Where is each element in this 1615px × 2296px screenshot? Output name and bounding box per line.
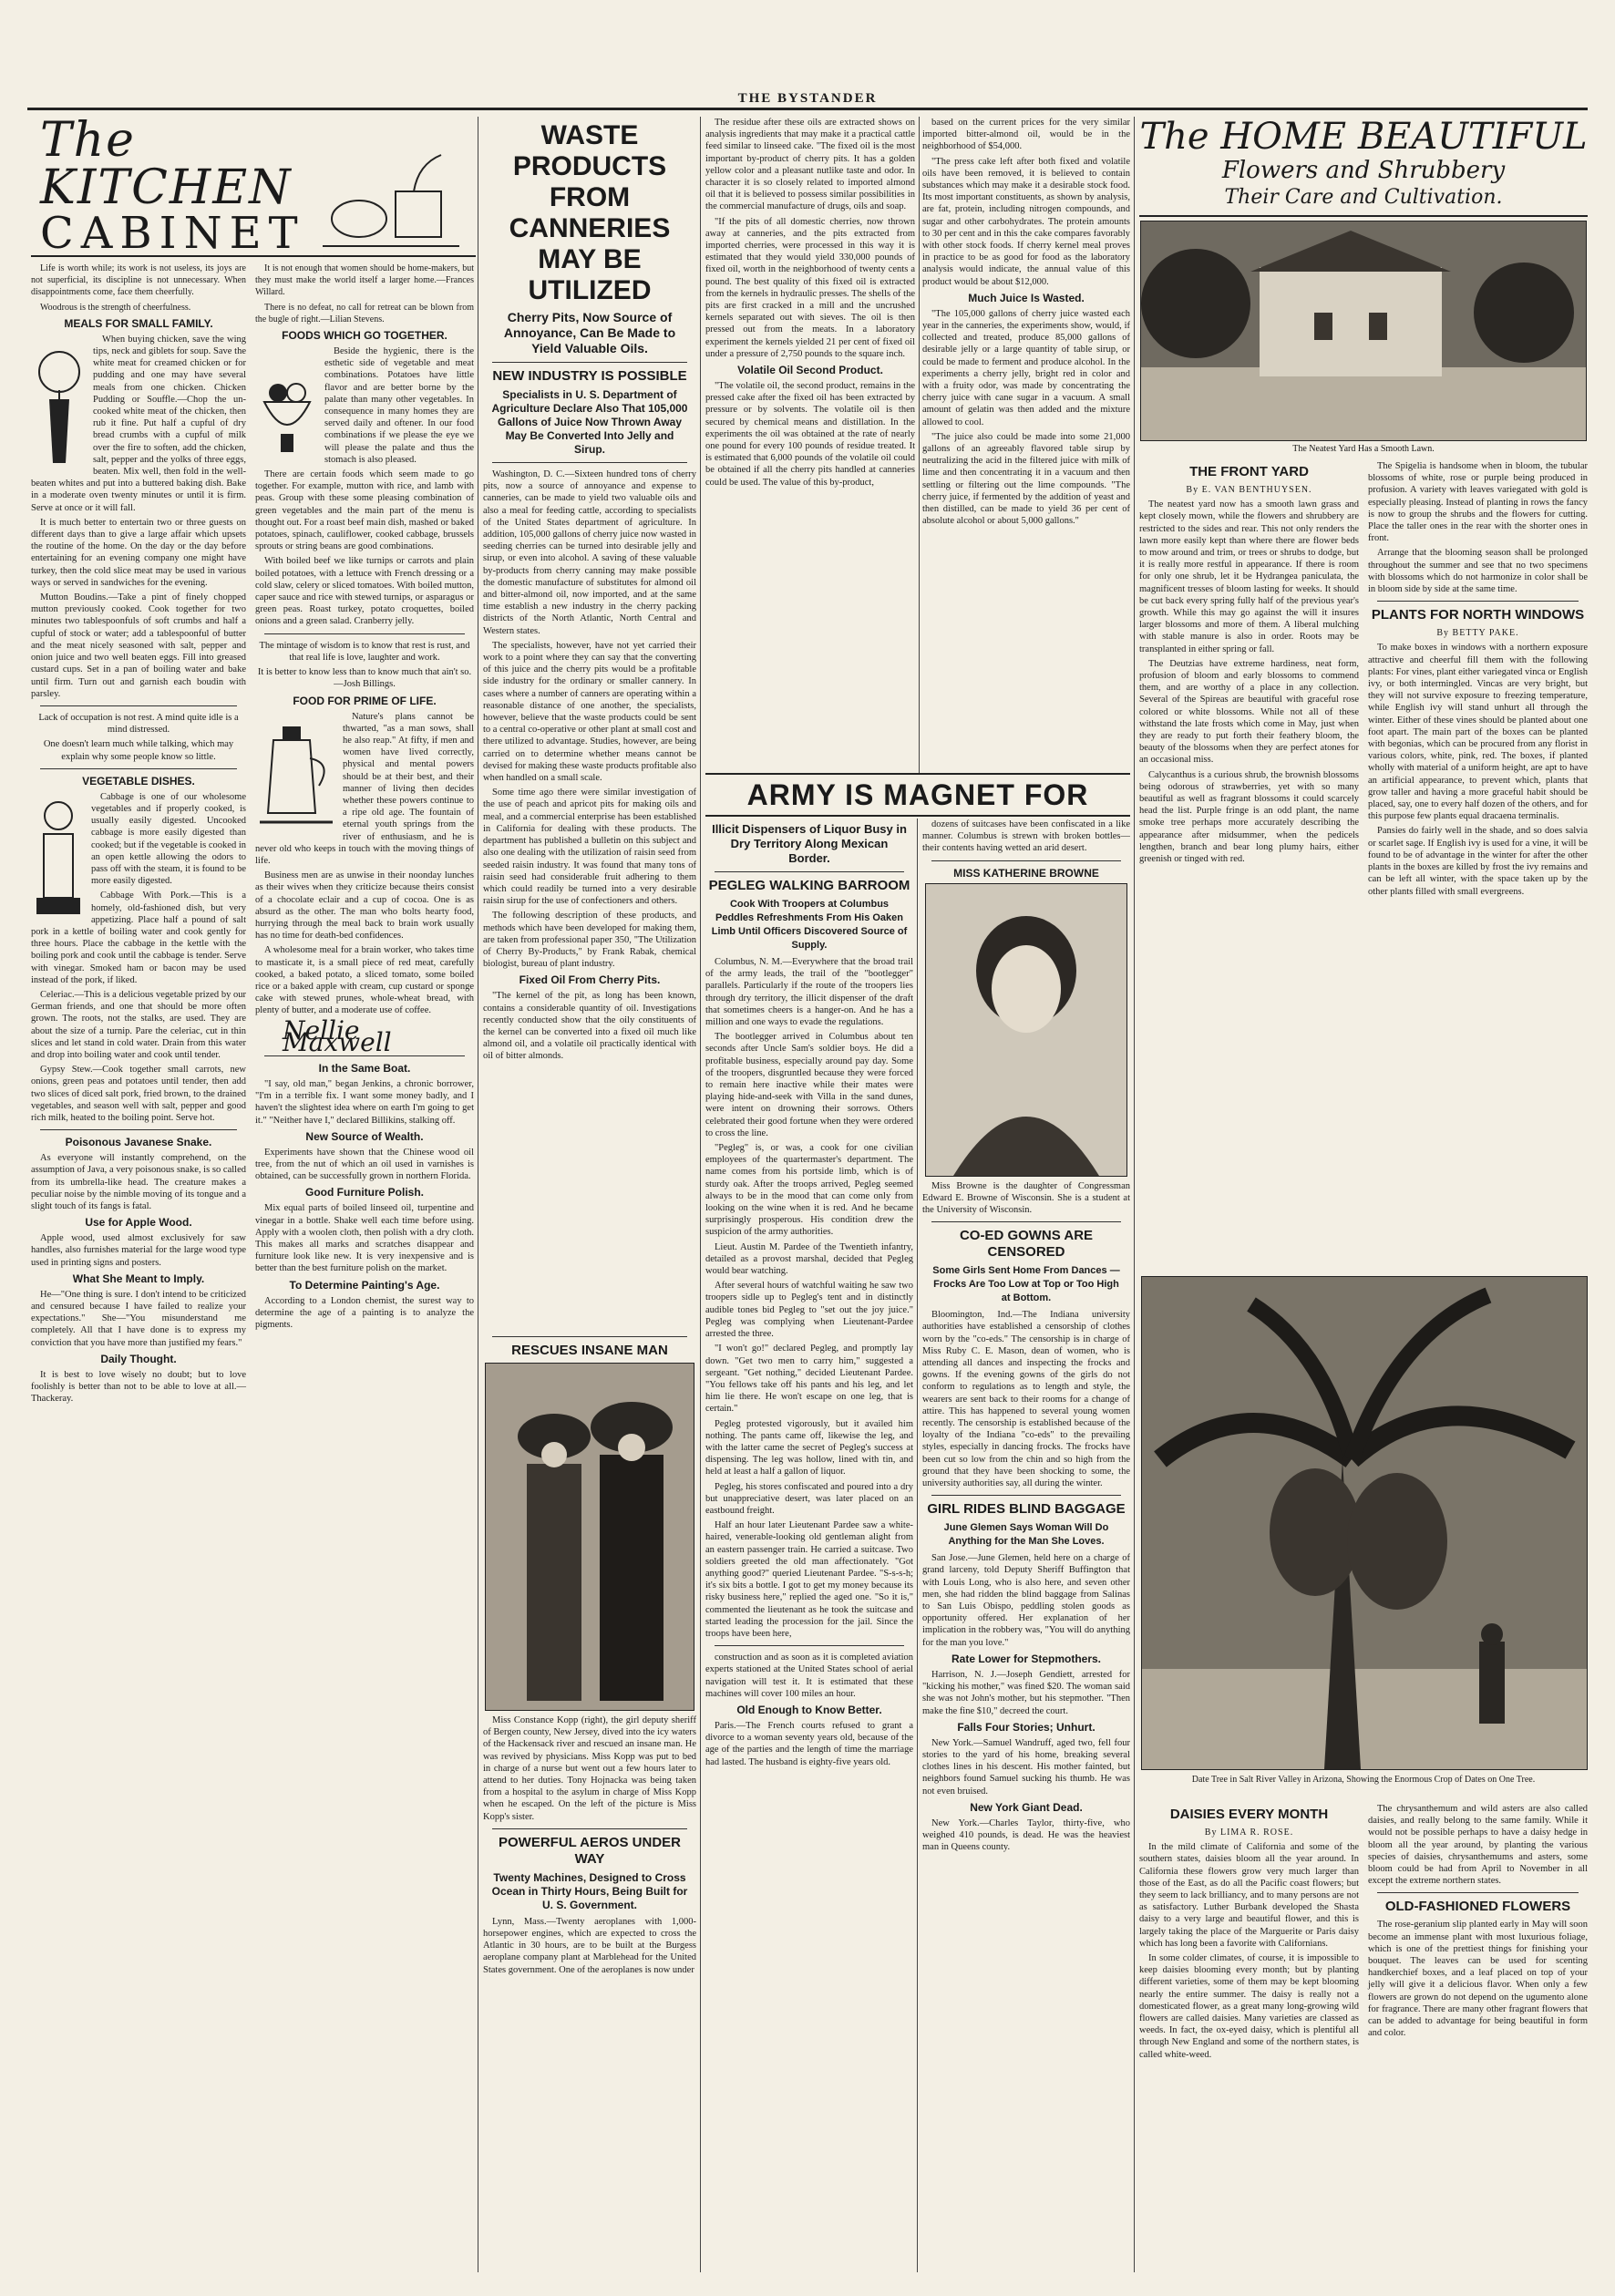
army-text-7: Pegleg protested vigorously, but it availed him nothing. The pants came off, likewise the leg, and with the latter came the secret of Pegleg's success at dispensing. The leg was hollow, lined with tin, and held at least a half a gallon of liquor. — [705, 1418, 913, 1477]
column-rule — [919, 117, 920, 773]
yard-photo — [1140, 221, 1587, 441]
waste-headline: WASTE PRODUCTS FROM CANNERIES MAY BE UTILIZED — [509, 120, 671, 305]
yard-caption: The Neatest Yard Has a Smooth Lawn. — [1292, 444, 1435, 454]
falls-text: New York.—Samuel Wandruff, aged two, fell four stories to the yard of his home, breaking several clothes lines in his descent. His mother fainted, but neighbors found Samuel sucking his thumb. He was not even bruised. — [922, 1737, 1130, 1797]
separator — [931, 1221, 1121, 1222]
home-title: The HOME BEAUTIFUL — [1139, 117, 1588, 158]
separator — [1377, 1892, 1579, 1893]
mutton-text: Mutton Boudins.—Take a pint of finely chopped mutton previously cooked. Cook together for two minutes two tablespoonfuls of soft crumbs and half a cupful of stock or water; add a tablespoonful of butter and the meat nicely seasoned with salt, pepper and onion juice and two well beaten eggs. Fill into greased custard cups. Set in a pan of boiling water and bake until firm. Turn out and garnish each boudin with parsley. — [31, 592, 246, 699]
separator — [492, 362, 687, 363]
waste-text-2: The specialists, however, have not yet carried their work to a point where they can say that the converting of this juice and the cherry pits would be a profitable side industry for the ordinary or smaller cannery. In cases where a number of canners are operating within a reasonable distance of one another, the specialists, however, believe that the waste products could be sent to a central co-operative or other plant at small cost and there utilized to advantage. Studies, however, are being carried on to determine whether means cannot be devised for making these waste products profitable also when handled on a small scale. — [483, 640, 696, 784]
separator — [931, 1495, 1121, 1496]
foods-text: Beside the hygienic, there is the esthetic side of vegetable and meat combinations. Potatoes have little flavor and are better borne by the palate than many other vegetables. In consequence in many homes they are served daily and oftener. In our food combinations if we please the eye we will please the palate and thus the stomach is also pleased. — [324, 346, 474, 465]
residue-column-left — [705, 117, 915, 773]
meals-text-2: It is much better to entertain two or three guests on different days than to give a large affair which upsets the routine of the home. On the day or the day before entertaining for an evening company one might have turkey, then the cold slice meat may be used in various ways or served in sandwiches for the evening. — [31, 517, 246, 588]
waste-deck: Cherry Pits, Now Source of Annoyance, Can Be Made to Yield Valuable Oils. — [503, 310, 676, 355]
prime-text: Nature's plans cannot be thwarted, "as a man sows, shall he also reap." At fifty, if men and women have lived correctly, physical and mental powers should be at their best, and their manner of living then decides whether these powers continue to a ripe old age. The fountain of eternal youth springs from the river of enthusiasm, and he is never old who keeps in touch with the moving things of life. — [255, 711, 474, 866]
top-rule — [27, 108, 1588, 110]
new-industry-heading: NEW INDUSTRY IS POSSIBLE — [492, 368, 687, 384]
meals-text: When buying chicken, save the wing tips, neck and giblets for soup. Save the white meat for creamed chicken or for pudding and one may have several meals from one chicken. Chicken Pudding or Souffle.—Chop the un-cooked white meat of the chicken, then rub it fine. Put half a cupful of dry bread crumbs with a cupful of milk over the fire to soften, add the chicken, salt, pepper and the yolks of three eggs, beaten. Mix well, then fold in the well-beaten whites and put into a buttered baking dish. Bake in a moderate oven twenty minutes or until it is firm. Serve at once or it will fall. — [31, 334, 246, 513]
vegetable-text: Cabbage is one of our wholesome vegetables and if properly cooked, is usually easily digested. Uncooked cabbage is more easily digested than cooked; but if the vegetable is cooked in an open kettle allowing the odors to pass off with the steam, it is found to be more easily digested. — [91, 791, 246, 887]
column-rule — [1134, 117, 1135, 2272]
daisies-text-2: In some colder climates, of course, it is impossible to keep daisies blooming every month; but by planting different varieties, some of them may be kept blooming nearly the entire summer. The daisy is really not a domesticated flower, as a great many long-growing wild flowers are called daisies. Many varieties are classed as weeds. In fact, the ox-eyed daisy, which is plentiful all through New England and some of the northern states, is called white-weed. — [1139, 1953, 1359, 2060]
browne-column — [922, 819, 1130, 2272]
front-yard-heading: THE FRONT YARD — [1189, 464, 1309, 479]
new-industry-deck: Specialists in U. S. Department of Agriculture Declare Also That 105,000 Gallons of Juice Now Thrown Away May Be Converted Into Jelly and Sirup. — [491, 388, 688, 456]
army-text-2: The bootlegger arrived in Columbus about ten seconds after Uncle Sam's soldier boys. He did a profitable business, especially around pay day. Some of the troopers, disgruntled because they were forced to remain here inactive while their mates were playing hide-and-seek with Villa in the sand dunes, were intent on drowning their sorrows. Others celebrated their good fortune when they were ordered to cross the line. — [705, 1032, 913, 1138]
home-left-subcolumn — [1139, 460, 1359, 901]
geranium-heading: OLD-FASHIONED FLOWERS — [1384, 1899, 1571, 1915]
poison-heading: Poisonous Javanese Snake. — [65, 1136, 212, 1149]
column-rule — [917, 819, 918, 2272]
home-right-subcolumn — [1368, 460, 1588, 901]
boat-text: "I say, old man," began Jenkins, a chronic borrower, "I'm in a terrible fix. I want some money badly, and I haven't the slightest idea where on earth I'm going to get it." "Neither have I," declared Billikins, stalking off. — [255, 1078, 474, 1126]
old-heading: Old Enough to Know Better. — [736, 1703, 882, 1716]
vegetable-heading: VEGETABLE DISHES. — [82, 774, 195, 788]
windows-text: To make boxes in windows with a northern exposure attractive and cheerful fill them with the following plants: For vines, plant either variegated vinca or English ivy, or both intermingled. Vincas are very bright, but they will not survive exposure to freezing temperature, while English ivy will stand unhurt all through the winter. Either of these vines should be planted about one foot apart. The main part of the boxes can be planted with begonias, which can be procured from any florist in various colors, white, pink, red. The boxes, if planted wholly with material of a uniform height, are apt to have an artificial appearance, to prevent which, plants that grow taller and having a more graceful habit should be placed, say, one to every half dozen of the others, and for this purpose few plants equal dracaena terminalis. — [1368, 643, 1588, 822]
flower-vase-icon — [31, 335, 87, 472]
army-text-9: Half an hour later Lieutenant Pardee saw a white-haired, venerable-looking old gentleman alight from an eastern passenger train. He carried a suitcase. Two soldiers greeted the old man affectionately. "Got anything good?" queried Lieutenant Pardee. "S-s-s-h; it's six bits a bottle. I got to get my money because its risky business here," replied the aged one. "So it is," commented the lieutenant as he took the suitcase and started leading the procession for the jail. Since the troops have been here, — [705, 1520, 913, 1639]
aeros-deck: Twenty Machines, Designed to Cross Ocean in Thirty Hours, Being Built for U. S. Government. — [491, 1870, 688, 1911]
quote-lack: Lack of occupation is not rest. A mind quite idle is a mind distressed. — [38, 712, 239, 736]
separator — [40, 1129, 237, 1130]
army-text-1: Columbus, N. M.—Everywhere that the broad trail of the army leads, the trail of the "bootlegger" parallels. Particularly if the route of the troopers lies through dry territory, the illicit dispenser of the draft that sometimes cheers is a hanger-on. And he has a million and one ways to evade the regulations. — [705, 957, 913, 1028]
browne-caption: Miss Browne is the daughter of Congressman Edward E. Browne of Wisconsin. She is a student at the University of Wisconsin. — [922, 1180, 1130, 1216]
front-text-4: The Spigelia is handsome when in bloom, the tubular blossoms of white, rose or purple being produced in profusion. A variety with leaves variegated with gold is especially pleasing. Instead of planting in rows the fancy is now to group the shrubs and the flowers for cutting. Place the taller ones in the rear with the shorter ones in front. — [1368, 461, 1588, 544]
separator — [715, 1645, 904, 1646]
daisies-heading: DAISIES EVERY MONTH — [1169, 1807, 1329, 1822]
column-rule — [700, 117, 701, 2272]
home-subtitle: Flowers and Shrubbery — [1221, 157, 1506, 184]
daisies-left — [1139, 1803, 1359, 2064]
browne-portrait — [925, 883, 1127, 1177]
date-tree-caption: Date Tree in Salt River Valley in Arizona, Showing the Enormous Crop of Dates on One Tree. — [1191, 1775, 1536, 1785]
prime-text-3: A wholesome meal for a brain worker, who takes time to masticate it, is a small piece of red meat, carefully cooked, a baked potato, a sliced tomato, some boiled rice or a baked apple with cream, cup custard or sponge cake with stewed prunes, whole-wheat bread, with plenty of butter, and a moderate use of coffee. — [255, 945, 474, 1016]
polish-text: Mix equal parts of boiled linseed oil, turpentine and vinegar in a bottle. Shake well each time before using. Apply with a woolen cloth, then polish with a dry cloth. This makes all marks and scratches disappear and furniture look like new. It is very inexpensive and is better than the best furniture polish on the market. — [255, 1203, 474, 1274]
blind-text: San Jose.—June Glemen, held here on a charge of grand larceny, told Deputy Sheriff Buffington that with Louis Long, who is also here, and seven other men, she had ridden the blind baggage from Salinas to San Luis Obispo, peddling stolen goods as opportunity offered. Her explanation of her implication in the robbery was, "You will do anything for the man you love." — [922, 1553, 1130, 1648]
front-text-2: The Deutzias have extreme hardiness, neat form, profusion of bloom and early blossoms to commend them, and are worthy of a place in any collection. Several of the Spireas are beautiful with graceful rose colored or white blossoms. While not all of these withstand the late frosts which come in May, just when they are ready to put forth their feathery bloom, the beauty of the blossoms when they are perfect atones for an occasional miss. — [1139, 658, 1359, 766]
army-text-3: "Pegleg" is, or was, a cook for one civilian employees of the quartermaster's department. The name comes from his portside limb, which is of sturdy oak. After the troops arrived, Pegleg seemed always to be in the mood that can come only from looking on the wine when it is red. And he became surprisingly prosperous. His condition drew the suspicion of the army authorities. — [705, 1143, 913, 1238]
aeros-continued: construction and as soon as it is completed aviation experts stationed at the United States school of aerial navigation will test it. It is estimated that these machines will cover 100 miles an hour. — [705, 1653, 913, 1699]
juice-heading: Much Juice Is Wasted. — [968, 291, 1085, 304]
giant-text: New York.—Charles Taylor, thirty-five, who weighed 410 pounds, is dead. He was the heaviest man in Queens county. — [922, 1817, 1130, 1853]
age-heading: To Determine Painting's Age. — [289, 1278, 440, 1292]
kitchen-title-bottom: CABINET — [40, 208, 305, 259]
intro-right: It is not enough that women should be home-makers, but they must make the world itself a larger home.—Frances Willard. — [255, 263, 474, 298]
daisies-byline: By LIMA R. ROSE. — [1204, 1828, 1294, 1838]
separator — [492, 462, 687, 463]
rescues-section — [483, 1331, 696, 2270]
rescues-caption: Miss Constance Kopp (right), the girl deputy sheriff of Bergen county, New Jersey, dived into the icy waters of the Hackensack river and rescued an insane man. He was revived by physicians. Miss Kopp was put to bed in charge of a nurse but went out a few hours later to attend to her duties. Tony Hojnacka was being taken from a hospital to the asylum in charge of Miss Kopp when he escaped. On the left of the picture is Miss Kopp's sister. — [483, 1715, 696, 1822]
poison-text: As everyone will instantly comprehend, on the assumption of Java, a very poisonous snake, is so called from its umbrella-like head. The creature makes a peculiar noise by the nimble moving of its tongue and a slight touch of its fangs is fatal. — [31, 1153, 246, 1212]
old-text: Paris.—The French courts refused to grant a divorce to a woman seventy years old, because of the age of the parties and the length of time the marriage had lasted. The husband is eighty-five years old. — [705, 1720, 913, 1767]
coed-text: Bloomington, Ind.—The Indiana university authorities have established a censorship of clothes worn by the "co-eds." The censorship is in charge of Miss Ruby C. E. Mason, dean of women, who is attending all dances and inspecting the frocks and gowns. If the evening gowns of the girls do not conform to regulations as to length and style, the wearers are sent back to their rooms for a change of attire. This has happened to several young women recently. The censorship is established because of the loyalty of the Indiana "co-eds" to the prevailing styles, especially in dancing frocks. The frocks have been cut so low from the chin and so high from the ground that they have been shocking to some, the university authorities say, all during the winter. — [922, 1310, 1130, 1489]
separator — [931, 860, 1121, 861]
wealth-heading: New Source of Wealth. — [305, 1129, 424, 1143]
browne-heading: MISS KATHERINE BROWNE — [953, 866, 1099, 880]
aeros-text: Lynn, Mass.—Twenty aeroplanes with 1,000-horsepower engines, which are expected to cross the Atlantic in 30 hours, are to be built at the Burgess aeroplane company plant at Marblehead for the United States government. One of the aeroplanes is now under — [483, 1916, 696, 1975]
meals-heading: MEALS FOR SMALL FAMILY. — [64, 316, 213, 330]
aeros-heading: POWERFUL AEROS UNDER WAY — [498, 1834, 681, 1867]
front-yard-byline: By E. VAN BENTHUYSEN. — [1186, 485, 1312, 495]
daisies-section — [1139, 1803, 1588, 2272]
falls-heading: Falls Four Stories; Unhurt. — [957, 1720, 1096, 1734]
cabbage-text: Cabbage With Pork.—This is a homely, old-fashioned dish, but very appetizing. Place half a pound of salt pork in a kettle of boiling water and cook gently for three hours. Place the cabbage in the kettle with the boiling pork and cook until the cabbage is tender. Serve with vinegar. Smoked ham or bacon may be used instead of the pork, if liked. — [31, 891, 246, 985]
volatile-heading: Volatile Oil Second Product. — [737, 364, 883, 377]
pegleg-heading: PEGLEG WALKING BARROOM — [708, 878, 910, 893]
date-tree-photo — [1141, 1276, 1588, 1770]
front-text-5: Arrange that the blooming season shall be prolonged throughout the summer and see that no two specimens with blossoms which do not harmonize in color shall be in bloom side by side at the same time. — [1368, 548, 1588, 595]
windows-text-2: Pansies do fairly well in the shade, and so does salvia or scarlet sage. If English ivy is used for a vine, it will be found to be of advantage in the winter for after the other plants in the boxes are killed by frost the ivy remains and can be left all winter, with the space taken up by the other plants filled with small evergreens. — [1368, 826, 1588, 897]
residue-text-6: "The 105,000 gallons of cherry juice wasted each year in the canneries, the experiments show, would, if collected and treated, produce 85,000 gallons of desirable jelly or a large quantity of table sirup, or could be made to ferment and produce alcohol. In the experiments a cherry jelly, bright red in color and with a fruity odor, was made by concentrating the cherry juice with cane sugar in a vacuum. A small amount of gelatin was then added and the mixture allowed to cool. — [922, 308, 1130, 427]
rate-text: Harrison, N. J.—Joseph Gendiett, arrested for "kicking his mother," was fined $20. The woman said she was not John's mother, but his stepmother. "Then make the fine $10," decreed the court. — [922, 1669, 1130, 1716]
kitchen-title-top: The KITCHEN — [40, 117, 293, 215]
waste-text-5: "The kernel of the pit, as long has been known, contains a considerable quantity of oil. Investigations recently conducted show that the oily constituents of the kernel can be converted into a fixed oil much like almond oil, and a volatile oil practically identical with oil of bitter almonds. — [483, 991, 696, 1062]
pegleg-deck: Cook With Troopers at Columbus Peddles Refreshments From His Oaken Limb Until Officers Discovered Source of Supply. — [711, 899, 908, 951]
kitchen-right-subcolumn — [255, 263, 474, 1407]
giant-heading: New York Giant Dead. — [970, 1800, 1083, 1814]
coed-heading: CO-ED GOWNS ARE CENSORED — [959, 1228, 1094, 1261]
celeriac-text: Celeriac.—This is a delicious vegetable prized by our German friends, and one that should be more often grown. The roots, not the stalks, are used. They are about the size of a turnip. Pare the celeriac, cut in thin slices and let stand in cold water. Drain from this water and drop into boiling water and cook until tender. — [31, 989, 246, 1060]
prime-heading: FOOD FOR PRIME OF LIFE. — [293, 694, 437, 707]
kitchen-cabinet-section — [31, 117, 476, 2272]
daisies-text: In the mild climate of California and some of the southern states, daisies bloom all the year around. In California these flowers grow very much larger than those of the East, as do all the Pacific coast flowers; but they seem to lack brilliancy, and to many persons are not as satisfactory. Luther Burbank developed the Shasta daisy to a very large and beautiful flower, and this is largely taking the place of the Marguerite or Paris daisy which has long been a favorite with Californians. — [1139, 1842, 1359, 1949]
masthead: THE BYSTANDER — [737, 91, 878, 106]
waste-text-1: Washington, D. C.—Sixteen hundred tons of cherry pits, now a source of annoyance and expense to canneries, can be made to yield two valuable oils and also a meal for feeding cattle, according to specialists of the United States department of agriculture. In addition, 105,000 gallons of cherry juice now wasted in seeding cherries can be turned into desirable jelly and sirup, or even into alcohol. A saving of these valuable by-products from cherry canning may make possible the domestic manufacture of substitutes for almond oil and bitter-almond oil, now imported, and at the same time establish a new industry in the cherry packing districts of the North Atlantic, North Central and Western states. — [483, 469, 696, 636]
blind-deck: June Glemen Says Woman Will Do Anything for the Man She Loves. — [943, 1522, 1109, 1548]
boat-heading: In the Same Boat. — [318, 1061, 411, 1075]
residue-column-right — [922, 117, 1130, 773]
front-text: The neatest yard now has a smooth lawn grass and kept closely mown, while the flowers and shrubbery are restricted to the sides and rear. This not only renders the lawn more easily kept than where there are flower beds to mow around and trim, or trees or shrubs to dodge, but it is really more restful in appearance. If there is room for only one shrub, let it be Hydrangea paniculata, the magnificent tresses of bloom lasting for weeks. It should be cut back every spring fully half of the previous year's growth. While this may go against the will it insures larger blossoms and more of them. A liberal mulching with stable manure is also in order. Roots may be transplanted in either spring or fall. — [1139, 499, 1359, 654]
quote-learn: One doesn't learn much while talking, which may explain why some people know so little. — [43, 739, 234, 762]
apple-text: Apple wood, used almost exclusively for saw handles, also furnishes material for the large wood type used in printing signs and posters. — [31, 1233, 246, 1268]
daily-text: It is best to love wisely no doubt; but to love foolishly is better than not to be able to love at all.—Thackeray. — [31, 1369, 246, 1405]
waste-text-4: The following description of these products, and methods which have been developed for making them, are taken from professional paper 350, "The Utilization of Cherry By-Products," by Frank Rabak, chemical biologist, bureau of plant industry. — [483, 911, 696, 970]
residue-text-2: "If the pits of all domestic cherries, now thrown away at canneries, and the pits extracted from imported cherries, were processed in this way it is estimated that they would yield 330,000 pounds of fixed oil, worth in the neighborhood of twenty cents a pound. The best quality of this fixed oil is extracted from the kernels in hydraulic presses. The shells of the pits are first cracked in a mill and the uncrushed kernels separated out with sieves. The oil is then pressed out from the meats. In a laboratory experiment the kernels yielded 21 per cent of fixed oil under a pressure of 2,750 pounds to the square inch. — [705, 216, 915, 359]
signature: Nellie Maxwell — [283, 1014, 392, 1057]
foods-heading: FOODS WHICH GO TOGETHER. — [282, 329, 447, 343]
waste-text-3: Some time ago there were similar investigation of the use of peach and apricot pits for making oils and meal, and a commercial enterprise has been established in California for dealing with these products. The department has published a bulletin on this subject and also one dealing with the utilization of raisin seed from seeded raisin industry. It was found that many tons of raisin seed had considerable fruit adhering to them which could readily be turned into a very desirable raisin sirup for the use of confectioners and others. — [483, 788, 696, 907]
prime-text-2: Business men are as unwise in their noonday lunches as their wives when they criticize because theirs consist of a chocolate eclair and a cup of cocoa. One is as absurd as the other. The man who bolts hearty food, hurrying through the meal back to brain work usually has no time for death-bed confidences. — [255, 870, 474, 942]
fixed-oil-heading: Fixed Oil From Cherry Pits. — [519, 973, 661, 987]
separator — [492, 1828, 687, 1829]
coed-deck: Some Girls Sent Home From Dances —Frocks Are Too Low at Top or Too High at Bottom. — [932, 1265, 1120, 1304]
rate-heading: Rate Lower for Stepmothers. — [951, 1652, 1102, 1665]
quote-better: It is better to know less than to know much that ain't so.—Josh Billings. — [257, 667, 472, 690]
separator — [492, 1336, 687, 1337]
chef-icon — [31, 793, 86, 921]
army-banner: ARMY IS MAGNET FOR — [705, 773, 1130, 817]
geranium-text: The rose-geranium slip planted early in May will soon become an immense plant with most luxurious foliage, which is one of the prettiest things for finishing your bouquet. The leaves can be used for scenting handkerchief boxes, and a leaf placed on top of your jelly will give it a delicious flavor. When only a few flowers are grown do not depend on the ugumento alone for fragrance. There are many other fragrant flowers that can be added to advantage for being beautiful in form and color. — [1368, 1920, 1588, 2039]
residue-text-4: based on the current prices for the very similar imported bitter-almond oil, would be in the neighborhood of $54,000. — [922, 118, 1130, 152]
kitchen-utensils-illustration — [304, 128, 468, 255]
separator — [264, 633, 465, 634]
kitchen-left-subcolumn — [31, 263, 246, 1407]
army-text-5: After several hours of watchful waiting he saw two troopers sidle up to Pegleg's tent and in distinctly audible tones bid Pegleg to "set out the joy juice." Pegleg was complying when Lieutenant-Pardee arrested the three. — [705, 1281, 913, 1340]
rescues-heading: RESCUES INSANE MAN — [511, 1343, 668, 1358]
polish-heading: Good Furniture Polish. — [305, 1186, 424, 1199]
army-column — [705, 819, 913, 2272]
intro-right-2: There is no defeat, no call for retreat can be blown from the bugle of right.—Lilian Stevens. — [255, 302, 474, 324]
windows-byline: By BETTY PAKE. — [1436, 628, 1519, 639]
apple-heading: Use for Apple Wood. — [85, 1216, 192, 1230]
windows-heading: PLANTS FOR NORTH WINDOWS — [1371, 607, 1585, 623]
army-text-8: Pegleg, his stores confiscated and poured into a dry but unappreciative desert, was later placed on an eastbound freight. — [705, 1481, 913, 1516]
army-text-6: "I won't go!" declared Pegleg, and promptly lay down. "Get two men to carry him," suggested a sergeant. "Get nothing," decided Lieutenant Pardee. "You fellows take off his pants and his leg, and let him lie there. He won't escape on one leg, that is certain." — [705, 1344, 913, 1415]
residue-text-7: "The juice also could be made into some 21,000 gallons of an agreeably flavored table sirup by neutralizing the acid in the filtered juice with milk of lime and then concentrating it in a vacuum and then settling or filtering out the lime compounds. "The cherry juice, if fermented by the addition of yeast and then distilled, can be made to yield 36 per cent of absolute alcohol or about 5,000 gallons." — [922, 431, 1130, 527]
gypsy-text: Gypsy Stew.—Cook together small carrots, new onions, green peas and potatoes until tender, then add two slices of diced salt pork, fried brown, to the drained vegetables, and season well with salt, pepper and good rich milk, heated to the boiling point. Serve hot. — [31, 1065, 246, 1123]
front-text-3: Calycanthus is a curious shrub, the brownish blossoms being odorous of strawberries, yet with so many beautiful as well as fragrant blossoms it could scarcely head the list. Purple fringe is an odd plant, the name smoke tree perhaps more accurately describing the appearance after midsummer, when the pedicels lengthen, branch and bear long plumy hairs, either greenish or tinged with red. — [1139, 769, 1359, 865]
foods-text-3: With boiled beef we like turnips or carrots and plain boiled potatoes, with a lettuce with French dressing or a cold slaw, celery or sliced tomatoes. With boiled mutton, caper sauce and rice with stewed turnips, or asparagus or green peas. Roast turkey, potato croquettes, boiled onions and a green salad. Cranberry jelly. — [255, 556, 474, 627]
foods-text-2: There are certain foods which seem made to go together. For example, mutton with rice, and lamb with peas. Group with these some pleasing combination of green vegetables and the main part of the menu is thought out. For a roast beef main dish, mashed or baked potatoes, spinach, cauliflower, cooked cabbage, brussels sprouts or string beans are good combinations. — [255, 469, 474, 552]
blind-heading: GIRL RIDES BLIND BAGGAGE — [927, 1501, 1126, 1518]
home-subtitle-2: Their Care and Cultivation. — [1224, 186, 1503, 209]
daisies-text-3: The chrysanthemum and wild asters are also called daisies, and really belong to the same family. While it would not be possible perhaps to have a daisy hedge in bloom all the year around, by planting the various species of daisies, chrysanthemums and asters, some bloom could be had from April to November in all except the extreme northern states. — [1368, 1804, 1588, 1887]
daily-heading: Daily Thought. — [100, 1352, 177, 1365]
intro-text: Life is worth while; its work is not useless, its joys are not superficial, its discipline is not unnecessary. When disappointments come, face them cheerfully. — [31, 263, 246, 298]
army-text-4: Lieut. Austin M. Pardee of the Twentieth infantry, detailed as a provost marshal, decided that Pegleg would bear watching. — [705, 1241, 913, 1277]
residue-text-1: The residue after these oils are extracted shows on analysis ingredients that may make it a practical cattle feed similar to linseed cake. "The fixed oil is the most important by-product of cherry pits. It has a golden yellow color and a pleasant nutlike taste and odor. In character it is so closely related to imported almond oil that it is believed to possess similar possibilities in the commercial manufacture of drugs, oils and soap. — [705, 118, 915, 212]
separator — [1377, 601, 1579, 602]
separator — [40, 705, 237, 706]
kopp-photo — [485, 1363, 694, 1711]
coffee-pot-icon — [255, 713, 337, 831]
intro-quote: Woodrous is the strength of cheerfulness. — [40, 302, 191, 313]
age-text: According to a London chemist, the surest way to determine the age of a painting is to analyze the pigments. — [255, 1295, 474, 1331]
separator — [40, 768, 237, 769]
wealth-text: Experiments have shown that the Chinese wood oil tree, from the nut of which an oil used in varnishes is obtained, can be successfully grown in northern Florida. — [255, 1147, 474, 1182]
meant-text: He—"One thing is sure. I don't intend to be criticized and censured because I have failed to realize your expectations." She—"You misunderstand me completely. All that I have done is to express my conviction that you have more than justified my fears." — [31, 1289, 246, 1348]
daisies-right — [1368, 1803, 1588, 2064]
army-deck: Illicit Dispensers of Liquor Busy in Dry Territory Along Mexican Border. — [712, 822, 907, 865]
army-text-10: dozens of suitcases have been confiscated in a like manner. Columbus is strewn with broken bottles—their contents having wetted an arid desert. — [922, 819, 1130, 854]
fruit-bowl-icon — [255, 347, 319, 457]
residue-text-3: "The volatile oil, the second product, remains in the pressed cake after the fixed oil has been extracted by pressure or by solvents. The volatile oil is then secured by chemical means and distillation. In the experiments the oil was obtained at the rate of nearly one pound for every 100 pounds of residue treated. It is estimated that 6,000 pounds of the volatile oil could be obtained if all the cherry pits handled at canneries could be used. The value of this by-product, — [705, 381, 915, 488]
residue-text-5: "The press cake left after both fixed and volatile oils have been removed, it is believed to contain substances which may make it a desirable stock food. Its most important constituents, as shown by analysis, are fat, protein, including nitrogen compounds, and sugar and other carbohydrates. The protein amounts to 30 per cent and in this the cake compares favorably with other stock foods. If cherry kernel meal proves in practice to be as good for food as the laboratory analysis would indicate, the annual value of this product would be about $12,000. — [922, 156, 1130, 287]
separator — [715, 871, 904, 872]
quote-mintage: The mintage of wisdom is to know that rest is rust, and that real life is love, laughter and work. — [259, 640, 470, 663]
meant-heading: What She Meant to Imply. — [72, 1272, 205, 1285]
